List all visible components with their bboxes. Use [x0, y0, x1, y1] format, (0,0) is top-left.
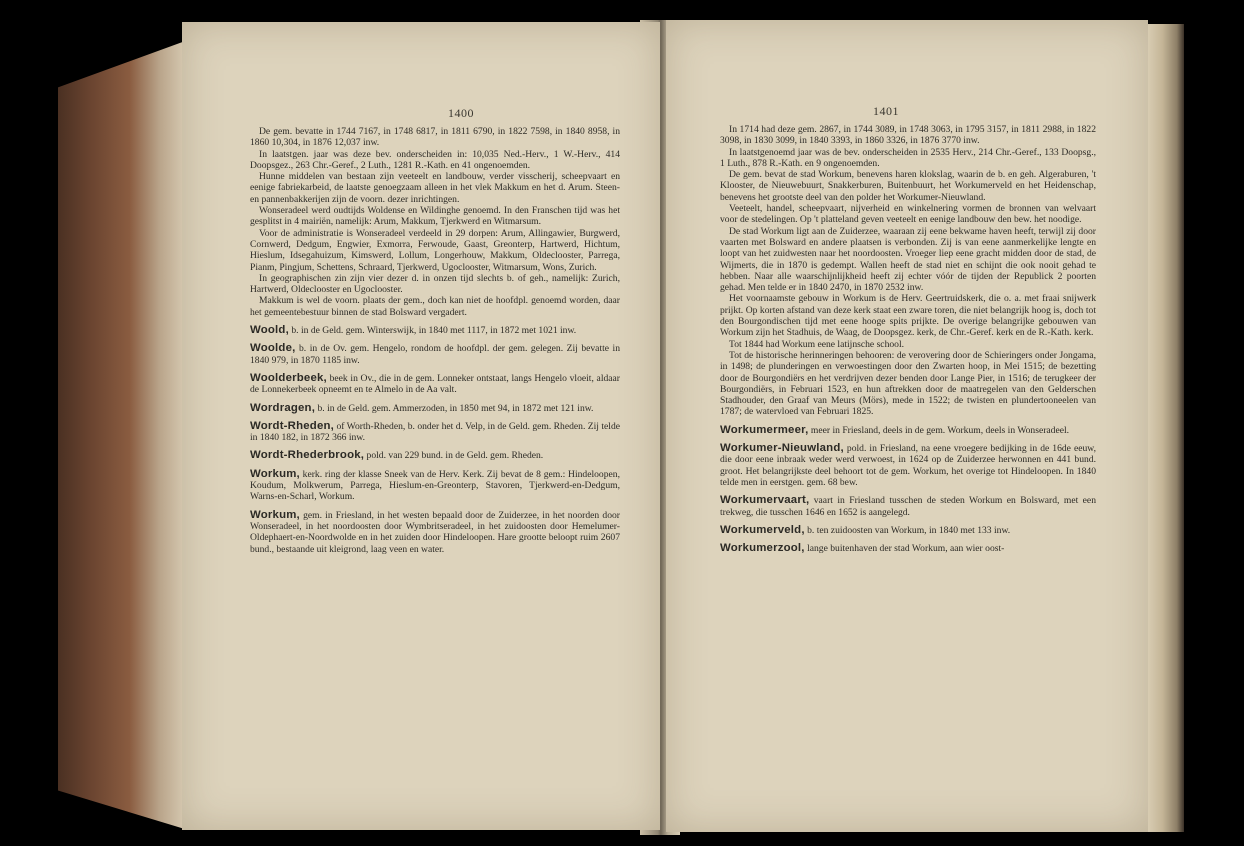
entry-text: of Worth-Rheden, b. onder het d. Velp, in de Geld. gem. Rheden. Zij telde in 1840 182, in 1872 366 inw.	[250, 420, 621, 444]
paragraph: In laatstgenoemd jaar was de bev. onderscheiden in 2535 Herv., 214 Chr.-Geref., 133 Doopsg., 1 Luth., 878 R.-Kath. en 9 ongenoemden.	[720, 146, 1096, 169]
paragraph: Hunne middelen van bestaan zijn veeteelt en landbouw, verder visscherij, scheepvaart en eenige fabriekarbeid, de laatste genoegzaam alleen in het vlek Makkum en het d. Arum. Steen- en pannenbakkerijen zijn de voorn. dezer inrichtingen.	[250, 171, 620, 205]
dictionary-entry	[720, 443, 1096, 488]
book-edge-left	[58, 40, 188, 830]
entry-headword: Workumerzool,	[720, 542, 805, 555]
paragraph: Tot 1844 had Workum eene latijnsche school.	[729, 338, 905, 350]
entry-headword: Workumerveld,	[720, 523, 805, 536]
entry-text: meer in Friesland, deels in de gem. Workum, deels in Wonseradeel.	[810, 424, 1070, 436]
paragraph: Wonseradeel werd oudtijds Woldense en Wildinghe genoemd. In den Franschen tijd was het gesplitst in 4 mairiën, namelijk: Arum, Makkum, Tjerkwerd en Witmarsum.	[250, 205, 620, 228]
entry-headword: Workumervaart,	[720, 494, 810, 507]
paragraph: In laatstgen. jaar was deze bev. onderscheiden in: 10,035 Ned.-Herv., 1 W.-Herv., 414 Doopsgez., 263 Chr.-Geref., 2 Luth., 1281 R.-Kath. en 41 ongenoemden.	[250, 148, 620, 171]
paragraph: Het voornaamste gebouw in Workum is de Herv. Geertruidskerk, die o. a. met fraai snijwerk prijkt. Op korten afstand van deze kerk staat een zware toren, die niet belangrijk hoog is, doch tot den Bourgondischen tijd met eene hooge spits prijkte. De overige belangrijke gebouwen van Workum zijn het Stadhuis, de Waag, de Doopsgez. kerk, de Chr.-Geref. kerk en de R.-Kath. kerk.	[720, 293, 1096, 339]
paragraph: Voor de administratie is Wonseradeel verdeeld in 29 dorpen: Arum, Allingawier, Burgwerd, Cornwerd, Dedgum, Engwier, Exmorra, Ferwoude, Gaast, Greonterp, Hartwerd, Hichtum, Hieslum, Idsegahuizum, Kimswerd, Lollum, Longerhouw, Makkum, Oldeclooster, Parrega, Pianm, Pingjum, Schettens, Schraard, Tjerkwerd, Ugoclooster, Witmarsum, Wons, Zurich.	[250, 227, 620, 273]
dictionary-entry	[250, 510, 620, 555]
dictionary-entry	[250, 469, 620, 503]
dictionary-entry	[250, 403, 620, 414]
paragraph: Makkum is wel de voorn. plaats der gem., doch kan niet de hoofdpl. genoemd worden, daar het gemeentebestuur binnen de stad Bolsward vergadert.	[250, 295, 620, 318]
entry-text: pold. van 229 bund. in de Geld. gem. Rheden.	[366, 450, 544, 462]
dictionary-entry	[250, 373, 620, 396]
paragraph: De gem. bevat de stad Workum, benevens haren klokslag, waarin de b. en geh. Algeraburen, 't Klooster, de Nieuwebuurt, Snakkerburen, Buitenbuurt, het Workumerveld en het Heidenschap, benevens het grootste deel van den polder het Workumer-Nieuwland.	[720, 169, 1096, 203]
paragraph: Tot de historische herinneringen behooren: de verovering door de Schieringers onder Jongama, in 1498; de plunderingen en verwoestingen door den Zwarten hoop, in Mei 1515; de bezetting door de Bourgondiërs en het verdrijven dezer benden door Lange Pier, in 1516; de terugkeer der Bourgondiërs, in Februari 1523, en hun aftrekken door de maatregelen van den Gelderschen Stadhouder, den Graaf van Meurs (Mörs), mede in 1522; de twisten en plundertooneelen van 1787; de watervloed van Februari 1825.	[720, 349, 1096, 418]
dictionary-entry	[250, 450, 620, 461]
entry-text: vaart in Friesland tusschen de steden Workum en Bolsward, met een trekweg, die tusschen 1646 en 1652 is aangelegd.	[720, 495, 1096, 518]
page-number: 1401	[873, 104, 899, 118]
dictionary-entry	[250, 421, 620, 444]
text-column	[720, 124, 1096, 554]
entry-headword: Woold,	[250, 324, 289, 337]
entry-text: b. in de Geld. gem. Ammerzoden, in 1850 met 94, in 1872 met 121 inw.	[317, 402, 594, 414]
left-page	[182, 22, 660, 830]
dictionary-entry	[250, 343, 620, 366]
dictionary-entry	[250, 325, 620, 336]
paragraph: De gem. bevatte in 1744 7167, in 1748 6817, in 1811 6790, in 1822 7598, in 1840 8958, in 1860 10,304, in 1876 12,037 inw.	[250, 126, 620, 149]
paragraph: In 1714 had deze gem. 2867, in 1744 3089, in 1748 3063, in 1795 3157, in 1811 2988, in 1822 3098, in 1830 3099, in 1840 3393, in 1860 3326, in 1876 3770 inw.	[720, 124, 1096, 147]
entry-text: b. in de Geld. gem. Winterswijk, in 1840 met 1117, in 1872 met 1021 inw.	[291, 325, 577, 337]
entry-headword: Woolde,	[250, 342, 296, 355]
page-number: 1400	[448, 106, 474, 120]
entry-headword: Workum,	[250, 467, 300, 480]
entry-headword: Workum,	[250, 508, 300, 521]
entry-headword: Workumer-Nieuwland,	[720, 442, 844, 455]
entry-text: pold. in Friesland, na eene vroegere bedijking in de 16de eeuw, die door eene inbraak weder werd verwoest, in 1624 op de Zuiderzee herwonnen en 441 bund. groot. Het belangrijkste deel behoort tot de gem. Workum, het overige tot Hindeloopen. In 1840 telde men in eerstgen. gem. 68 bew.	[720, 443, 1097, 488]
entry-headword: Wordt-Rhederbrook,	[250, 449, 365, 462]
right-page	[666, 20, 1148, 832]
dictionary-entry	[720, 495, 1096, 518]
entry-text: lange buitenhaven der stad Workum, aan wier oost-	[807, 543, 1005, 555]
entry-headword: Woolderbeek,	[250, 371, 327, 384]
dictionary-entry	[720, 525, 1096, 536]
entry-text: beek in Ov., die in de gem. Lonneker ontstaat, langs Hengelo vloeit, aldaar de Lonnekerbeek opneemt en te Almelo in de Aa valt.	[250, 372, 620, 396]
entry-text: kerk. ring der klasse Sneek van de Herv. Kerk. Zij bevat de 8 gem.: Hindeloopen, Koudum, Molkwerum, Parrega, Hieslum-en-Greonterp, Stavoren, Tjerkwerd-en-Dedgum, Warns-en-Scharl, Workum.	[250, 468, 620, 503]
entry-headword: Wordt-Rheden,	[250, 419, 335, 432]
entry-headword: Wordragen,	[250, 401, 316, 414]
paragraph: In geographischen zin zijn vier dezer d. in onzen tijd slechts b. of geh., namelijk: Zurich, Hartwerd, Oldeclooster en Ugoclooster.	[250, 272, 620, 296]
dictionary-entry	[720, 543, 1096, 554]
entry-text: b. ten zuidoosten van Workum, in 1840 met 133 inw.	[807, 524, 1011, 536]
paragraph: Veeteelt, handel, scheepvaart, nijverheid en winkelnering vormen de bronnen van welvaart voor de stedelingen. Op 't platteland geven veeteelt en eenige landbouw den bew. het noodige.	[720, 203, 1096, 226]
entry-text: b. in de Ov. gem. Hengelo, rondom de hoofdpl. der gem. gelegen. Zij bevatte in 1840 979, in 1870 1185 inw.	[250, 343, 620, 366]
entry-text: gem. in Friesland, in het westen bepaald door de Zuiderzee, in het noorden door Wonseradeel, in het noordoosten door Wymbritseradeel, in het zuidoosten door Hemelumer-Oldephaert-en-Noordwolde en in het zuiden door Hindeloopen. Hare grootte beloopt ruim 2607 bund., bestaande uit kleigrond, laag veen en water.	[250, 509, 620, 555]
paragraph: De stad Workum ligt aan de Zuiderzee, waaraan zij eene bekwame haven heeft, terwijl zij door vaarten met Bolsward en andere plaatsen is verbonden. Zij is van eene aanmerkelijke lengte en loopt van het zuidwesten naar het noordoosten. Vroeger liep eene gracht midden door de stad, de Wijmerts, die in 1870 is gedempt. Wallen heeft de stad niet en schijnt die ook nooit gehad te hebben. Naar alle waarschijnlijkheid heeft zij echter vóór de tijden der Republick 2 poorten gehad. Men telde er in 1840 2470, in 1870 2532 inw.	[720, 225, 1096, 294]
text-column	[250, 126, 620, 555]
book-edge-right	[1148, 24, 1184, 832]
dictionary-entry	[720, 425, 1096, 436]
entry-headword: Workumermeer,	[720, 423, 809, 436]
